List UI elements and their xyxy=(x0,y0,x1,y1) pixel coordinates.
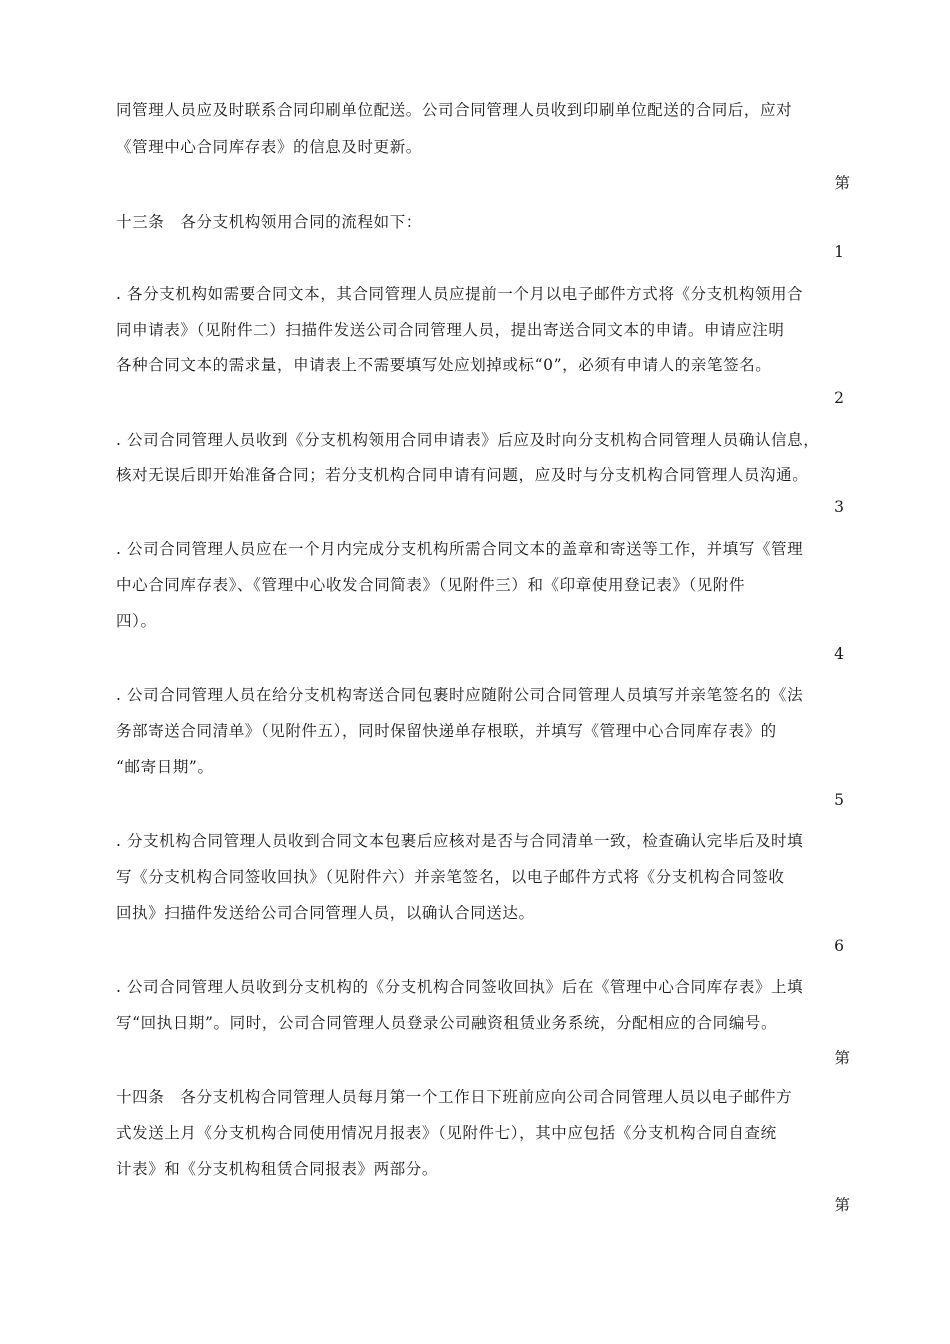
item-2-line-2: 核对无误后即开始准备合同；若分支机构合同申请有问题，应及时与分支机构合同管理人员沟通。 xyxy=(116,466,809,484)
article-14-line-3: 计表》和《分支机构租赁合同报表》两部分。 xyxy=(116,1160,439,1178)
item-5-number: 5 xyxy=(834,791,844,809)
item-3-line-2: 中心合同库存表》、《管理中心收发合同简表》（见附件三）和《印章使用登记表》（见附件 xyxy=(116,576,746,594)
item-6-line-1: . 公司合同管理人员收到分支机构的《分支机构合同签收回执》后在《管理中心合同库存表》上填 xyxy=(116,978,804,996)
article-13-heading: 十三条 各分支机构领用合同的流程如下： xyxy=(116,213,422,231)
item-6-line-2: 写“回执日期”。同时，公司合同管理人员登录公司融资租赁业务系统，分配相应的合同编号。 xyxy=(116,1014,778,1032)
item-2-line-1: . 公司合同管理人员收到《分支机构领用合同申请表》后应及时向分支机构合同管理人员确认信息， xyxy=(116,431,820,449)
item-5-line-1: . 分支机构合同管理人员收到合同文本包裹后应核对是否与合同清单一致，检查确认完毕后及时填 xyxy=(116,832,804,850)
item-4-number: 4 xyxy=(834,645,844,663)
item-5-line-3: 回执》扫描件发送给公司合同管理人员，以确认合同送达。 xyxy=(116,904,535,922)
article-14-line-1: 十四条 各分支机构合同管理人员每月第一个工作日下班前应向公司合同管理人员以电子邮件方 xyxy=(116,1088,793,1106)
article-13-prefix: 第 xyxy=(834,174,850,192)
item-5-line-2: 写《分支机构合同签收回执》（见附件六）并亲笔签名，以电子邮件方式将《分支机构合同签收 xyxy=(116,868,785,886)
item-3-line-3: 四）。 xyxy=(116,612,157,630)
intro-line-1: 同管理人员应及时联系合同印刷单位配送。公司合同管理人员收到印刷单位配送的合同后，应对 xyxy=(116,101,793,119)
item-3-number: 3 xyxy=(834,498,844,516)
trailing-prefix: 第 xyxy=(834,1196,850,1214)
article-14-prefix: 第 xyxy=(834,1049,850,1067)
item-6-number: 6 xyxy=(834,937,844,955)
item-1-number: 1 xyxy=(834,243,844,261)
item-1-line-3: 各种合同文本的需求量，申请表上不需要填写处应划掉或标“0”，必须有申请人的亲笔签名。 xyxy=(116,356,772,374)
item-4-line-3: “邮寄日期”。 xyxy=(116,758,214,776)
item-1-line-1: . 各分支机构如需要合同文本，其合同管理人员应提前一个月以电子邮件方式将《分支机构领用合 xyxy=(116,285,804,303)
item-4-line-2: 务部寄送合同清单》（见附件五），同时保留快递单存根联，并填写《管理中心合同库存表》的 xyxy=(116,722,777,740)
article-14-line-2: 式发送上月《分支机构合同使用情况月报表》（见附件七），其中应包括《分支机构合同自查统 xyxy=(116,1124,777,1142)
intro-line-2: 《管理中心合同库存表》的信息及时更新。 xyxy=(116,138,422,156)
item-2-number: 2 xyxy=(834,389,844,407)
item-1-line-2: 同申请表》（见附件二）扫描件发送公司合同管理人员，提出寄送合同文本的申请。申请应注明 xyxy=(116,321,785,339)
item-4-line-1: . 公司合同管理人员在给分支机构寄送合同包裹时应随附公司合同管理人员填写并亲笔签名的《法 xyxy=(116,686,804,704)
item-3-line-1: . 公司合同管理人员应在一个月内完成分支机构所需合同文本的盖章和寄送等工作，并填写《管理 xyxy=(116,540,804,558)
